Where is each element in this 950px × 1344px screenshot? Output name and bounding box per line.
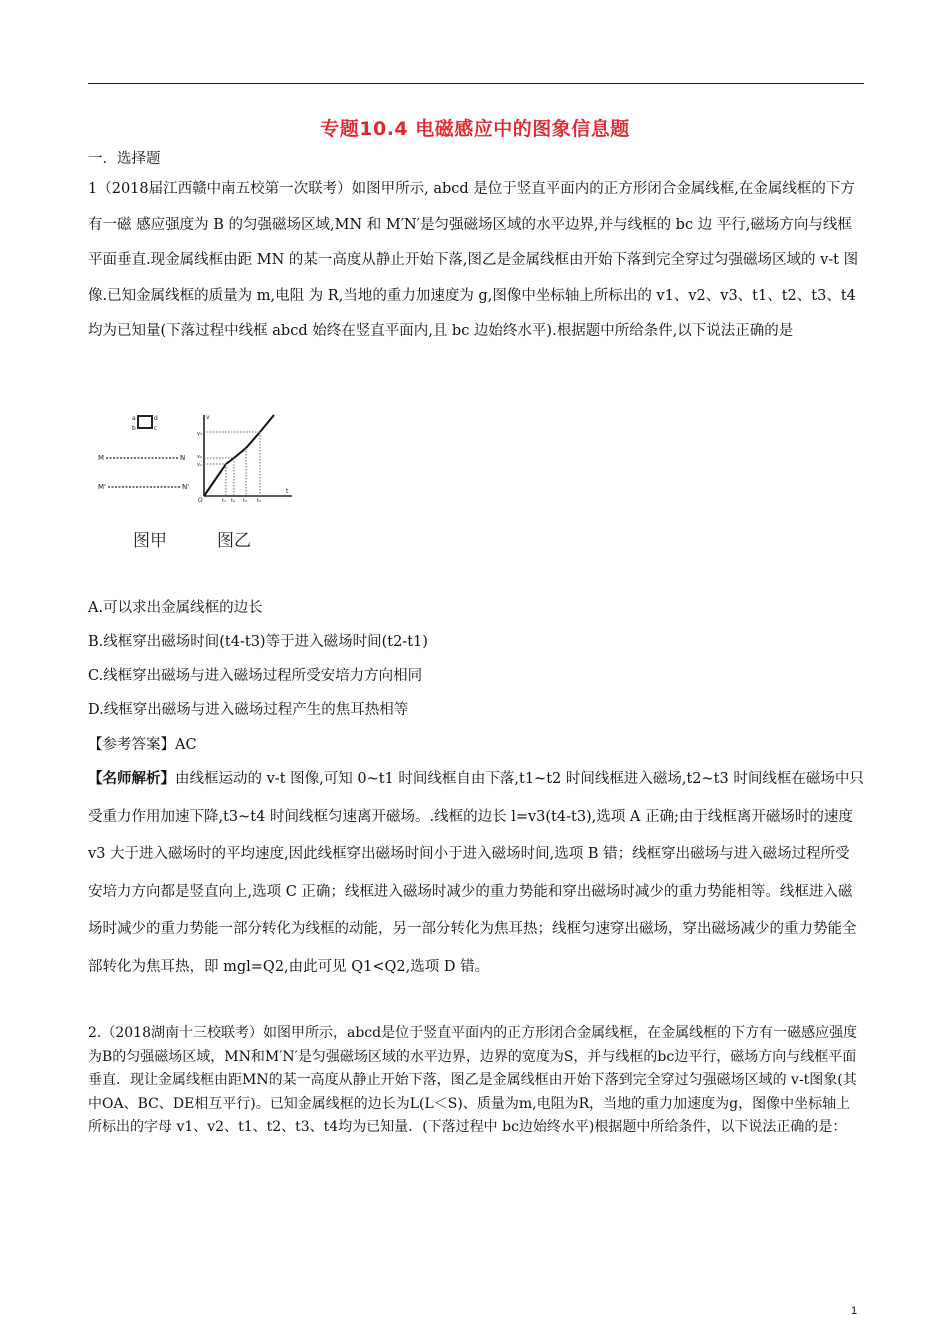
- analysis-paragraph: [88, 760, 864, 986]
- metal-frame: [138, 416, 152, 428]
- option-a: A.可以求出金属线框的边长: [88, 600, 263, 616]
- frame-label-b: b: [132, 425, 136, 432]
- label-m: M: [98, 454, 105, 462]
- label-n: N: [180, 454, 186, 462]
- figure-a-frame-diagram: [98, 415, 189, 491]
- axis-t-label: t: [286, 488, 289, 495]
- question-1-figure: [96, 412, 306, 504]
- t4-label: t₄: [257, 498, 261, 504]
- figure-caption-b: 图乙: [217, 531, 251, 551]
- t2-label: t₂: [231, 498, 235, 504]
- option-c: C.线框穿出磁场与进入磁场过程所受安培力方向相同: [88, 668, 423, 684]
- section-heading: 一．选择题: [88, 151, 161, 167]
- figure-caption-a: 图甲: [133, 531, 167, 551]
- analysis-text: 由线框运动的 v-t 图像,可知 0~t1 时间线框自由下落,t1~t2 时间线框进入磁场,t2~t3 时间线框在磁场中只受重力作用加速下降,t3~t4 时间线框匀速离开磁场。.线框的边长 l=v3(t4-t3),选项 A 正确;由于线框离开磁场时的速度 v3 大于进入磁场时的平均速度,因此线框穿出磁场时间小于进入磁场时间,选项 B 错；线框穿出磁场与进入磁场过程所受安培力方向都是竖直向上,选项 C 正确；线框进入磁场时减少的重力势能和穿出磁场时减少的重力势能相等。线框进入磁场时减少的重力势能一部分转化为线框的动能，另一部分转化为焦耳热；线框匀速穿出磁场，穿出磁场减少的重力势能全部转化为焦耳热，即 mgl=Q2,由此可见 Q1<Q2,选项 D 错。: [88, 771, 864, 975]
- v1-label: v₁: [197, 462, 202, 468]
- origin-label: O: [198, 497, 203, 504]
- question-1-text: 1（2018届江西赣中南五校第一次联考）如图甲所示, abcd 是位于竖直平面内的正方形闭合金属线框,在金属线框的下方有一磁 感应强度为 B 的匀强磁场区域,MN 和 M′N′是匀强磁场区域的水平边界,并与线框的 bc 边 平行,磁场方向与线框平面垂直.现金属线框由距 MN 的某一高度从静止开始下落,图乙是金属线框由开始下落到完全穿过匀强磁场区域的 v-t 图像.已知金属线框的质量为 m,电阻 为 R,当地的重力加速度为 g,图像中坐标轴上所标出的 v1、v2、v3、t1、t2、t3、t4 均为已知量(下落过程中线框 abcd 始终在竖直平面内,且 bc 边始终水平).根据题中所给条件,以下说法正确的是: [88, 181, 859, 340]
- question-2-text: 2.（2018湖南十三校联考）如图甲所示，abcd是位于竖直平面内的正方形闭合金属线框，在金属线框的下方有一磁感应强度为B的匀强磁场区域，MN和M′N′是匀强磁场区域的水平边界，边界的宽度为S，并与线框的bc边平行，磁场方向与线框平面垂直．现让金属线框由距MN的某一高度从静止开始下落，图乙是金属线框由开始下落到完全穿过匀强磁场区域的 v-t图象(其中OA、BC、DE相互平行)。已知金属线框的边长为L(L＜S)、质量为m,电阻为R，当地的重力加速度为g，图像中坐标轴上所标出的字母 v1、v2、t1、t2、t3、t4均为已知量．(下落过程中 bc边始终水平)根据题中所给条件，以下说法正确的是：: [88, 1025, 858, 1135]
- header-rule: [88, 83, 864, 84]
- label-mp: M': [98, 483, 106, 491]
- option-d: D.线框穿出磁场与进入磁场过程产生的焦耳热相等: [88, 702, 409, 718]
- frame-label-c: c: [154, 425, 158, 432]
- page-title: 专题10.4 电磁感应中的图象信息题: [320, 118, 630, 140]
- v3-label: v₃: [197, 431, 202, 437]
- vt-curve: [204, 415, 274, 496]
- v2-label: v₂: [197, 454, 202, 460]
- frame-label-d: d: [154, 415, 158, 422]
- figure-b-vt-graph: [197, 414, 292, 504]
- label-np: N': [182, 483, 190, 491]
- analysis-label: 【名师解析】: [88, 770, 175, 787]
- axis-v-label: v: [206, 414, 210, 421]
- frame-label-a: a: [132, 415, 136, 422]
- t1-label: t₁: [222, 498, 226, 504]
- page-number: 1: [851, 1305, 858, 1317]
- t3-label: t₃: [243, 498, 247, 504]
- reference-answer: 【参考答案】AC: [88, 737, 197, 753]
- option-b: B.线框穿出磁场时间(t4-t3)等于进入磁场时间(t2-t1): [88, 634, 428, 650]
